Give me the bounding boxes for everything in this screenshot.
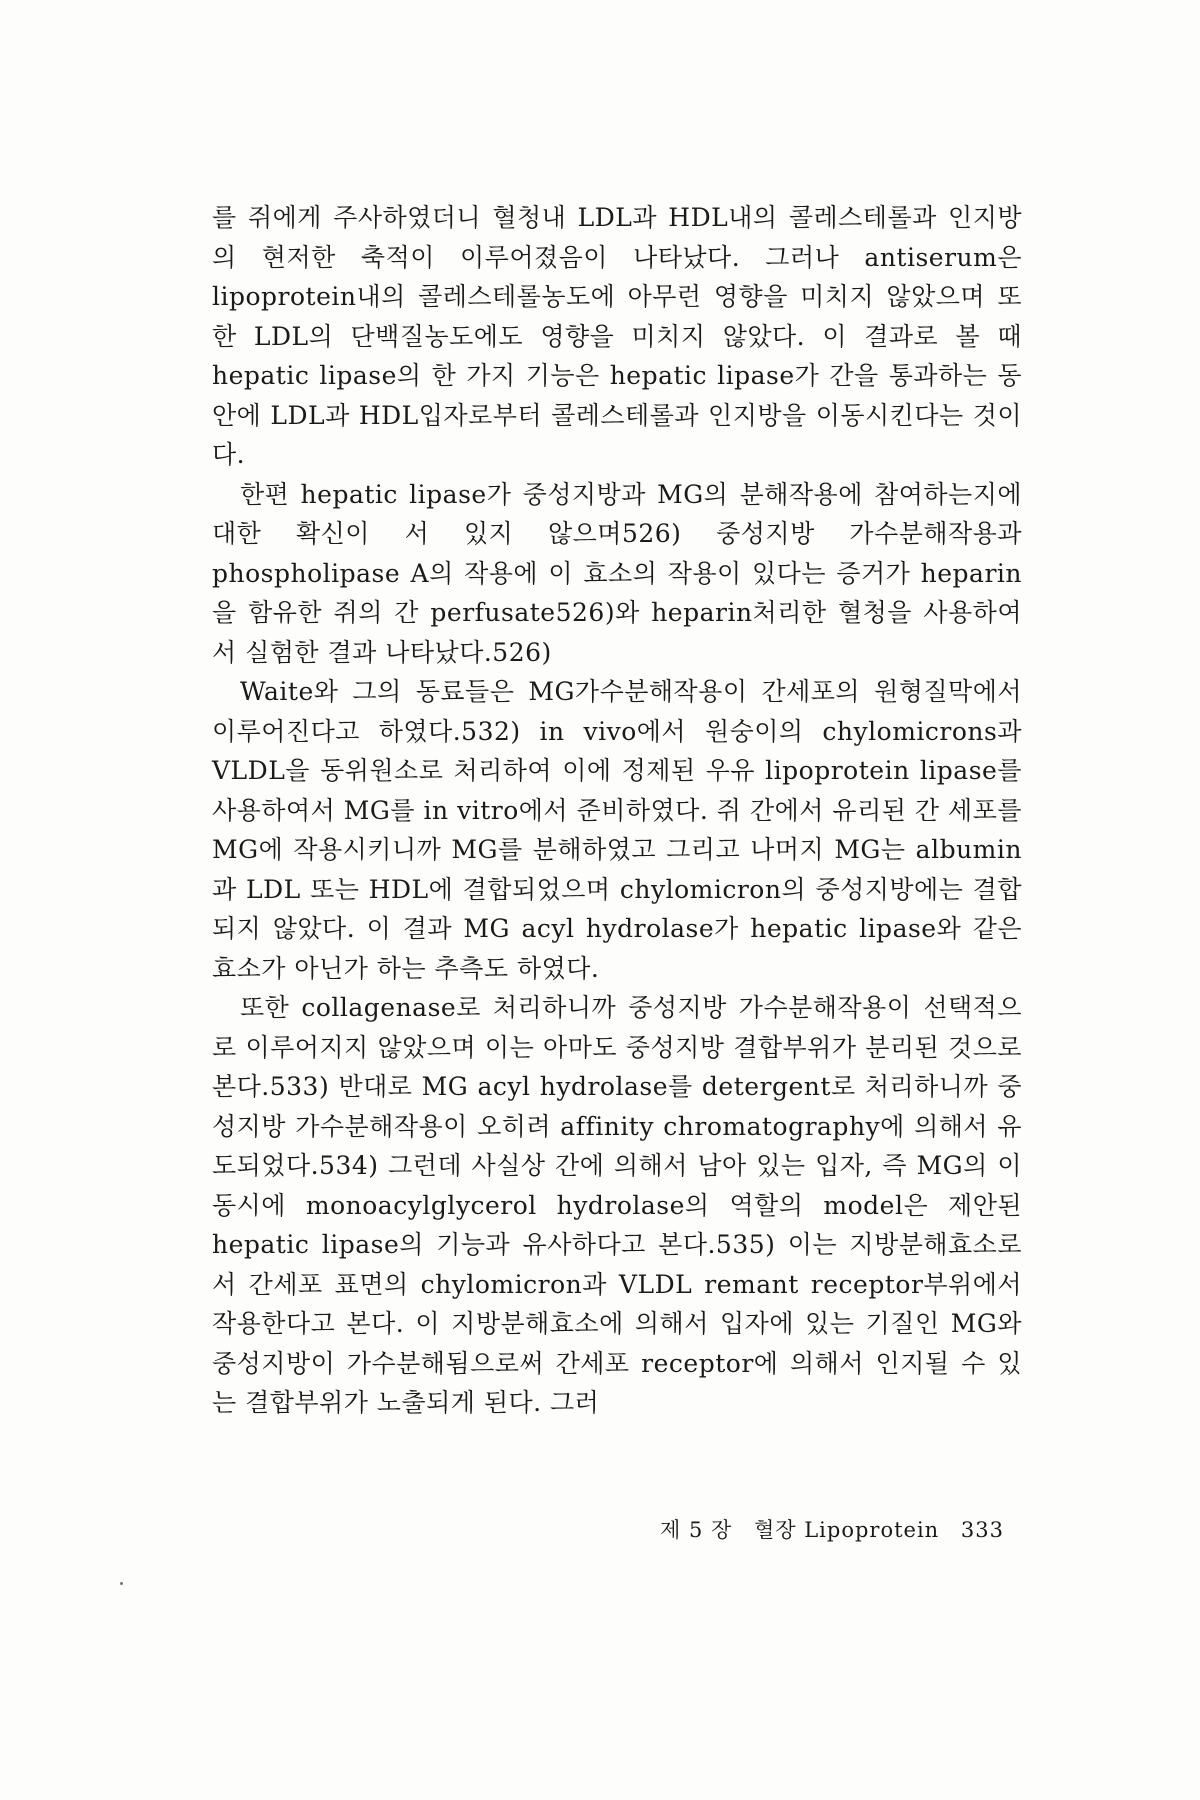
page-footer bbox=[660, 1514, 1018, 1544]
scan-speck bbox=[120, 1582, 123, 1585]
paragraph-4: 또한 collagenase로 처리하니까 중성지방 가수분해작용이 선택적으로 이루어지지 않았으며 이는 아마도 중성지방 결합부위가 분리된 것으로 본다.533) 반대로 MG acyl hydrolase를 detergent로 처리하니까 중성지방 가수분해작용이 오히려 affinity chromatography에 의해서 유도되었다.534) 그런데 사실상 간에 의해서 남아 있는 입자, 즉 MG의 이동시에 monoacylglycerol hydrolase의 역할의 model은 제안된 hepatic lipase의 기능과 유사하다고 본다.535) 이는 지방분해효소로서 간세포 표면의 chylomicron과 VLDL remant receptor부위에서 작용한다고 본다. 이 지방분해효소에 의해서 입자에 있는 기질인 MG와 중성지방이 가수분해됨으로써 간세포 receptor에 의해서 인지될 수 있는 결합부위가 노출되게 된다. 그러 bbox=[212, 993, 1022, 1417]
paragraph-3: Waite와 그의 동료들은 MG가수분해작용이 간세포의 원형질막에서 이루어진다고 하였다.532) in vivo에서 원숭이의 chylomicrons과 VLDL을 동위원소로 처리하여 이에 정제된 우유 lipoprotein lipase를 사용하여서 MG를 in vitro에서 준비하였다. 쥐 간에서 유리된 간 세포를 MG에 작용시키니까 MG를 분해하였고 그리고 나머지 MG는 albumin과 LDL 또는 HDL에 결합되었으며 chylomicron의 중성지방에는 결합되지 않았다. 이 결과 MG acyl hydrolase가 hepatic lipase와 같은 효소가 아닌가 하는 추측도 하였다. bbox=[212, 677, 1022, 983]
paragraph-1: 를 쥐에게 주사하였더니 혈청내 LDL과 HDL내의 콜레스테롤과 인지방의 현저한 축적이 이루어졌음이 나타났다. 그러나 antiserum은 lipoprotein내의 콜레스테롤농도에 아무런 영향을 미치지 않았으며 또한 LDL의 단백질농도에도 영향을 미치지 않았다. 이 결과로 볼 때 hepatic lipase의 한 가지 기능은 hepatic lipase가 간을 통과하는 동안에 LDL과 HDL입자로부터 콜레스테롤과 인지방을 이동시킨다는 것이다. bbox=[212, 203, 1022, 469]
footer-chapter: 제 5 장 bbox=[660, 1518, 733, 1542]
footer-title: 혈장 Lipoprotein bbox=[753, 1518, 940, 1542]
body-text bbox=[212, 198, 1022, 1423]
page-number: 333 bbox=[960, 1518, 1004, 1542]
paragraph-2: 한편 hepatic lipase가 중성지방과 MG의 분해작용에 참여하는지에 대한 확신이 서 있지 않으며526) 중성지방 가수분해작용과 phospholipase A의 작용에 이 효소의 작용이 있다는 증거가 heparin을 함유한 쥐의 간 perfusate526)와 heparin처리한 혈청을 사용하여서 실험한 결과 나타났다.526) bbox=[212, 479, 1022, 667]
